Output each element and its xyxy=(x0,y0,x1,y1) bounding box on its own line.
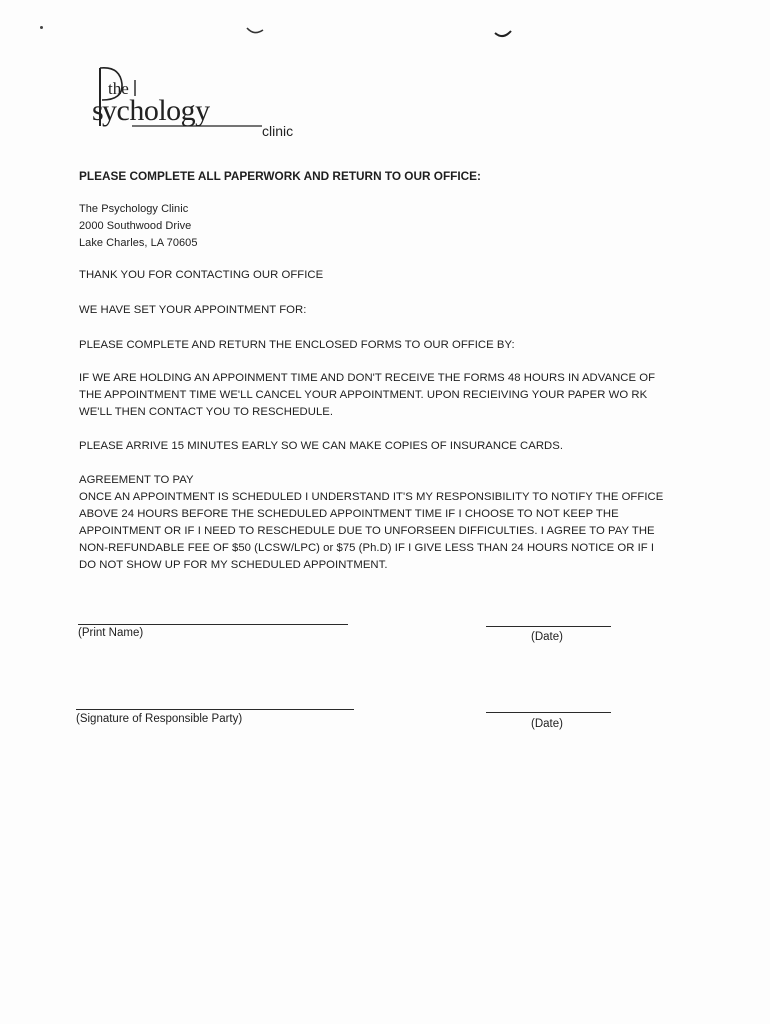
appointment-line: WE HAVE SET YOUR APPOINTMENT FOR: xyxy=(79,304,307,316)
scan-mark xyxy=(494,30,512,40)
thanks-line: THANK YOU FOR CONTACTING OUR OFFICE xyxy=(79,269,324,281)
return-by-line: PLEASE COMPLETE AND RETURN THE ENCLOSED FORMS TO OUR OFFICE BY: xyxy=(79,339,515,351)
paragraph-line: APPOINTMENT OR IF I NEED TO RESCHEDULE DUE TO UNFORSEEN DIFFICULTIES. I AGREE TO PAY THE xyxy=(79,525,655,537)
paragraph-line: ABOVE 24 HOURS BEFORE THE SCHEDULED APPOINTMENT TIME IF I CHOOSE TO NOT KEEP THE xyxy=(79,508,619,520)
address-line: 2000 Southwood Drive xyxy=(79,220,192,232)
date-label: (Date) xyxy=(531,631,563,643)
signature-line[interactable] xyxy=(76,709,354,710)
paragraph-line: NON-REFUNDABLE FEE OF $50 (LCSW/LPC) or $75 (Ph.D) IF I GIVE LESS THAN 24 HOURS NOTICE OR IF I xyxy=(79,542,655,554)
paragraph-line: THE APPOINTMENT TIME WE'LL CANCEL YOUR APPOINTMENT. UPON RECIEIVING YOUR PAPER WO RK xyxy=(79,389,648,401)
agreement-title: AGREEMENT TO PAY xyxy=(79,474,194,486)
holding-paragraph xyxy=(79,370,655,421)
paragraph-line: WE'LL THEN CONTACT YOU TO RESCHEDULE. xyxy=(79,406,334,418)
print-name-label: (Print Name) xyxy=(78,627,144,639)
logo-word-the: the xyxy=(108,79,129,98)
arrive-early-line: PLEASE ARRIVE 15 MINUTES EARLY SO WE CAN MAKE COPIES OF INSURANCE CARDS. xyxy=(79,440,564,452)
svg-text:ychology: ychology xyxy=(102,94,210,127)
date-label: (Date) xyxy=(531,718,563,730)
clinic-logo xyxy=(94,60,314,146)
scan-mark xyxy=(246,26,264,36)
clinic-address xyxy=(79,201,198,252)
paragraph-line: DO NOT SHOW UP FOR MY SCHEDULED APPOINTMENT. xyxy=(79,559,388,571)
address-line: The Psychology Clinic xyxy=(79,203,189,215)
date-line[interactable] xyxy=(486,626,611,627)
date-line[interactable] xyxy=(486,712,611,713)
agreement-paragraph xyxy=(79,472,663,574)
signature-label: (Signature of Responsible Party) xyxy=(76,713,243,725)
logo-word-clinic: clinic xyxy=(262,123,294,139)
paragraph-line: ONCE AN APPOINTMENT IS SCHEDULED I UNDERSTAND IT'S MY RESPONSIBILITY TO NOTIFY THE OFFICE xyxy=(79,491,664,503)
paragraph-line: IF WE ARE HOLDING AN APPOINMENT TIME AND DON'T RECEIVE THE FORMS 48 HOURS IN ADVANCE OF xyxy=(79,372,656,384)
scan-speck xyxy=(40,26,43,29)
address-line: Lake Charles, LA 70605 xyxy=(79,237,198,249)
print-name-line[interactable] xyxy=(78,624,348,625)
svg-text:s: s xyxy=(92,94,104,127)
page-heading: PLEASE COMPLETE ALL PAPERWORK AND RETURN TO OUR OFFICE: xyxy=(79,169,481,183)
